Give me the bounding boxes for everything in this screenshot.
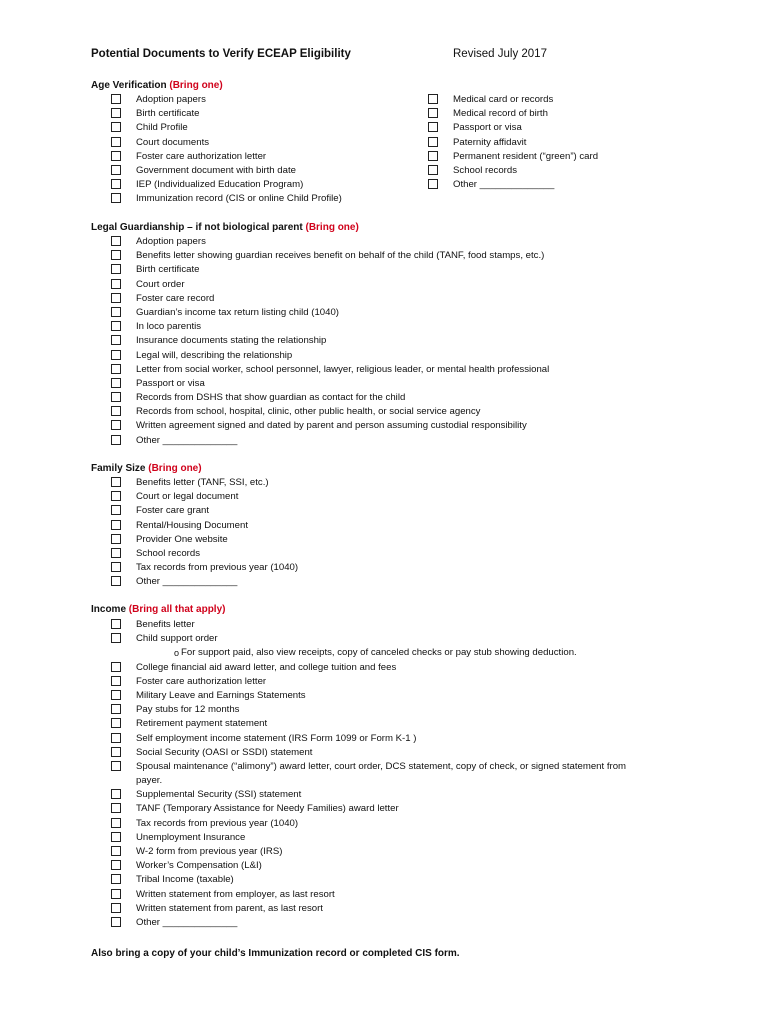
checklist-item-label: Worker’s Compensation (L&I) xyxy=(136,860,262,872)
checklist-item xyxy=(428,164,598,178)
checklist-item-label: Medical record of birth xyxy=(453,108,548,120)
family-size-heading xyxy=(91,463,202,474)
checkbox[interactable] xyxy=(111,718,121,728)
checkbox[interactable] xyxy=(111,378,121,388)
income-list xyxy=(111,618,626,930)
guardianship-heading xyxy=(91,222,359,233)
revision-date: Revised July 2017 xyxy=(453,48,547,60)
checklist-item-label: School records xyxy=(453,164,517,176)
checklist-item xyxy=(428,121,598,135)
page-title: Potential Documents to Verify ECEAP Eligibility xyxy=(91,48,351,60)
checklist-item xyxy=(111,632,626,646)
family-size-title: Family Size xyxy=(91,463,146,474)
checklist-item-label: Paternity affidavit xyxy=(453,136,527,148)
checklist-item-label: Child support order xyxy=(136,633,218,645)
checkbox[interactable] xyxy=(111,420,121,430)
checkbox[interactable] xyxy=(111,747,121,757)
checkbox[interactable] xyxy=(111,917,121,927)
checklist-item-label: Tribal Income (taxable) xyxy=(136,874,234,886)
checklist-item-label: Social Security (OASI or SSDI) statement xyxy=(136,746,313,758)
checklist-item-label: Written agreement signed and dated by parent and person assuming custodial responsibility xyxy=(136,420,527,432)
checkbox[interactable] xyxy=(111,505,121,515)
checkbox[interactable] xyxy=(428,179,438,189)
checkbox[interactable] xyxy=(111,406,121,416)
checklist-item-label: Passport or visa xyxy=(136,377,205,389)
checklist-item-label: Rental/Housing Document xyxy=(136,519,248,531)
checklist-item xyxy=(111,434,549,448)
checklist-item-label: Letter from social worker, school personnel, lawyer, religious leader, or mental health professional xyxy=(136,363,550,375)
checklist-item xyxy=(111,873,626,887)
checklist-item xyxy=(111,306,549,320)
checkbox[interactable] xyxy=(428,165,438,175)
sub-note-text: For support paid, also view receipts, copy of canceled checks or pay stub showing deduction. xyxy=(181,647,577,659)
checkbox[interactable] xyxy=(111,704,121,714)
checklist-item-label: IEP (Individualized Education Program) xyxy=(136,179,304,191)
checklist-item xyxy=(111,405,549,419)
checklist-item-label: Written statement from parent, as last resort xyxy=(136,902,323,914)
checklist-item-label: Benefits letter showing guardian receives benefit on behalf of the child (TANF, food stamps, etc.) xyxy=(136,250,545,262)
guardianship-title: Legal Guardianship – if not biological parent xyxy=(91,222,303,233)
checklist-item xyxy=(111,732,626,746)
checklist-item xyxy=(111,746,626,760)
checkbox[interactable] xyxy=(428,151,438,161)
checklist-item-label: Court documents xyxy=(136,136,210,148)
checklist-item xyxy=(111,192,342,206)
checklist-item xyxy=(111,136,342,150)
checklist-item xyxy=(111,902,626,916)
checklist-item-label: Court order xyxy=(136,278,185,290)
income-title: Income xyxy=(91,604,127,615)
checklist-item xyxy=(111,831,626,845)
checklist-item-label: Government document with birth date xyxy=(136,164,296,176)
checklist-item-label: Birth certificate xyxy=(136,108,200,120)
checklist-item xyxy=(111,859,626,873)
checkbox[interactable] xyxy=(111,477,121,487)
checklist-item xyxy=(111,802,626,816)
age-verification-title: Age Verification xyxy=(91,80,167,91)
checkbox[interactable] xyxy=(111,619,121,629)
checkbox[interactable] xyxy=(111,307,121,317)
checkbox[interactable] xyxy=(111,350,121,360)
checklist-item xyxy=(111,419,549,433)
checklist-item-label: Self employment income statement (IRS Form 1099 or Form K-1 ) xyxy=(136,732,417,744)
checkbox[interactable] xyxy=(111,151,121,161)
checklist-item xyxy=(111,476,298,490)
checkbox[interactable] xyxy=(111,860,121,870)
age-verification-heading xyxy=(91,80,223,91)
checklist-item xyxy=(111,519,298,533)
support-sub-note xyxy=(0,646,626,660)
checklist-item-label: Adoption papers xyxy=(136,94,206,105)
checklist-item-label: Other ______________ xyxy=(136,916,238,928)
checklist-item xyxy=(111,178,342,192)
checkbox[interactable] xyxy=(111,321,121,331)
checklist-item-label: Adoption papers xyxy=(136,236,206,247)
age-verification-list-right xyxy=(428,93,598,192)
age-verification-note: (Bring one) xyxy=(169,80,223,91)
checkbox[interactable] xyxy=(111,803,121,813)
checklist-item-label: Permanent resident (“green”) card xyxy=(453,150,599,162)
checklist-item xyxy=(111,320,549,334)
checklist-item xyxy=(111,363,549,377)
checkbox[interactable] xyxy=(111,335,121,345)
family-size-list xyxy=(111,476,298,590)
checkbox[interactable] xyxy=(111,264,121,274)
checklist-item-label: Other ______________ xyxy=(453,179,555,191)
checkbox[interactable] xyxy=(111,874,121,884)
checklist-item-label: Supplemental Security (SSI) statement xyxy=(136,789,302,801)
checklist-item xyxy=(111,547,298,561)
income-note: (Bring all that apply) xyxy=(128,604,226,615)
checklist-item-label: Child Profile xyxy=(136,122,188,134)
checklist-item-label: Spousal maintenance (“alimony”) award letter, court order, DCS statement, copy of check, or signed statement from xyxy=(136,760,627,772)
checklist-item xyxy=(111,334,549,348)
checklist-item-label: Passport or visa xyxy=(453,122,522,134)
checklist-item-label: School records xyxy=(136,547,200,559)
checkbox[interactable] xyxy=(111,889,121,899)
checkbox[interactable] xyxy=(111,548,121,558)
checkbox[interactable] xyxy=(111,676,121,686)
checklist-item-label: Court or legal document xyxy=(136,491,239,503)
checkbox[interactable] xyxy=(111,193,121,203)
checklist-item xyxy=(111,93,342,107)
checklist-item-label: Legal will, describing the relationship xyxy=(136,349,293,361)
checkbox[interactable] xyxy=(111,576,121,586)
checklist-item xyxy=(111,533,298,547)
checklist-item xyxy=(111,717,626,731)
checkbox[interactable] xyxy=(111,364,121,374)
checkbox[interactable] xyxy=(111,733,121,743)
checkbox[interactable] xyxy=(111,392,121,402)
checklist-item xyxy=(111,150,342,164)
checklist-item xyxy=(428,178,598,192)
checkbox[interactable] xyxy=(111,662,121,672)
checklist-item-label: Medical card or records xyxy=(453,94,554,105)
checklist-item xyxy=(111,504,298,518)
checklist-item-label: Birth certificate xyxy=(136,264,200,276)
checklist-item-label: Guardian’s income tax return listing child (1040) xyxy=(136,306,339,318)
checklist-item-label: Tax records from previous year (1040) xyxy=(136,817,299,829)
checklist-item xyxy=(428,93,598,107)
checklist-item xyxy=(111,292,549,306)
checklist-item xyxy=(111,391,549,405)
checkbox[interactable] xyxy=(111,903,121,913)
checkbox[interactable] xyxy=(111,435,121,445)
checklist-item xyxy=(111,618,626,632)
checkbox[interactable] xyxy=(111,818,121,828)
checklist-item-label: Tax records from previous year (1040) xyxy=(136,562,299,574)
checklist-item xyxy=(111,817,626,831)
checkbox[interactable] xyxy=(111,832,121,842)
checkbox[interactable] xyxy=(428,94,438,104)
checkbox[interactable] xyxy=(111,761,121,771)
checkbox[interactable] xyxy=(111,562,121,572)
checkbox[interactable] xyxy=(111,236,121,246)
checklist-item-label: Foster care grant xyxy=(136,505,210,517)
checklist-item-label: Foster care record xyxy=(136,292,215,304)
checklist-item xyxy=(111,235,549,249)
checklist-item-label: Provider One website xyxy=(136,533,228,545)
checklist-item xyxy=(111,263,549,277)
checklist-item-label: Records from school, hospital, clinic, other public health, or social service agency xyxy=(136,406,481,418)
checklist-item xyxy=(111,278,549,292)
checklist-item xyxy=(111,377,549,391)
checklist-item-label: Immunization record (CIS or online Child Profile) xyxy=(136,193,342,205)
checklist-item-label: Foster care authorization letter xyxy=(136,150,267,162)
checklist-item xyxy=(111,689,626,703)
checklist-item-label: Benefits letter (TANF, SSI, etc.) xyxy=(136,477,269,488)
checklist-item xyxy=(111,249,549,263)
checklist-item xyxy=(111,675,626,689)
continuation-text: payer. xyxy=(136,775,163,787)
checklist-item-label: Written statement from employer, as last resort xyxy=(136,888,335,900)
checklist-item xyxy=(111,164,342,178)
age-verification-list-left xyxy=(111,93,342,207)
checkbox[interactable] xyxy=(111,165,121,175)
checklist-item-label: Retirement payment statement xyxy=(136,718,268,730)
checklist-item-label: Pay stubs for 12 months xyxy=(136,704,240,716)
checkbox[interactable] xyxy=(111,520,121,530)
checklist-item-label: Benefits letter xyxy=(136,619,195,630)
income-heading xyxy=(91,604,225,615)
checkbox[interactable] xyxy=(111,250,121,260)
checklist-item-label: Records from DSHS that show guardian as contact for the child xyxy=(136,392,406,404)
checklist-item-label: W-2 form from previous year (IRS) xyxy=(136,846,283,857)
checkbox[interactable] xyxy=(111,293,121,303)
checklist-item xyxy=(111,703,626,717)
checkbox[interactable] xyxy=(111,846,121,856)
checkbox[interactable] xyxy=(111,108,121,118)
checklist-item-label: Other ______________ xyxy=(136,434,238,446)
checklist-item xyxy=(111,888,626,902)
checklist-item-label: Unemployment Insurance xyxy=(136,831,246,843)
checklist-item xyxy=(111,121,342,135)
checkbox[interactable] xyxy=(111,94,121,104)
checklist-item-label: TANF (Temporary Assistance for Needy Families) award letter xyxy=(136,803,399,815)
sub-bullet-marker: o xyxy=(174,648,180,659)
checklist-item-label: In loco parentis xyxy=(136,321,202,333)
checklist-item xyxy=(111,661,626,675)
checklist-item xyxy=(111,845,626,859)
checkbox[interactable] xyxy=(111,137,121,147)
checkbox[interactable] xyxy=(428,108,438,118)
guardianship-note: (Bring one) xyxy=(305,222,359,233)
checklist-item xyxy=(111,788,626,802)
checklist-item xyxy=(428,150,598,164)
checklist-item xyxy=(111,760,626,774)
checklist-item xyxy=(111,490,298,504)
footer-note: Also bring a copy of your child’s Immunization record or completed CIS form. xyxy=(91,948,460,959)
checklist-item-label: Military Leave and Earnings Statements xyxy=(136,689,306,701)
checkbox[interactable] xyxy=(111,279,121,289)
checkbox[interactable] xyxy=(428,137,438,147)
checklist-item xyxy=(111,575,298,589)
checkbox[interactable] xyxy=(428,122,438,132)
checklist-item xyxy=(428,107,598,121)
checkbox[interactable] xyxy=(111,491,121,501)
checklist-item xyxy=(111,349,549,363)
checklist-item-label: Foster care authorization letter xyxy=(136,675,267,687)
checklist-item xyxy=(428,136,598,150)
checklist-item xyxy=(111,916,626,930)
checkbox[interactable] xyxy=(111,534,121,544)
checkbox[interactable] xyxy=(111,789,121,799)
guardianship-list xyxy=(111,235,549,448)
checklist-item xyxy=(111,107,342,121)
checklist-item xyxy=(111,561,298,575)
family-size-note: (Bring one) xyxy=(148,463,202,474)
checkbox[interactable] xyxy=(111,633,121,643)
checkbox[interactable] xyxy=(111,179,121,189)
checkbox[interactable] xyxy=(111,122,121,132)
checklist-item-label: Other ______________ xyxy=(136,576,238,588)
checklist-item-label: Insurance documents stating the relationship xyxy=(136,335,327,347)
checklist-item-label: College financial aid award letter, and college tuition and fees xyxy=(136,661,397,673)
spousal-continuation xyxy=(111,774,626,788)
checkbox[interactable] xyxy=(111,690,121,700)
